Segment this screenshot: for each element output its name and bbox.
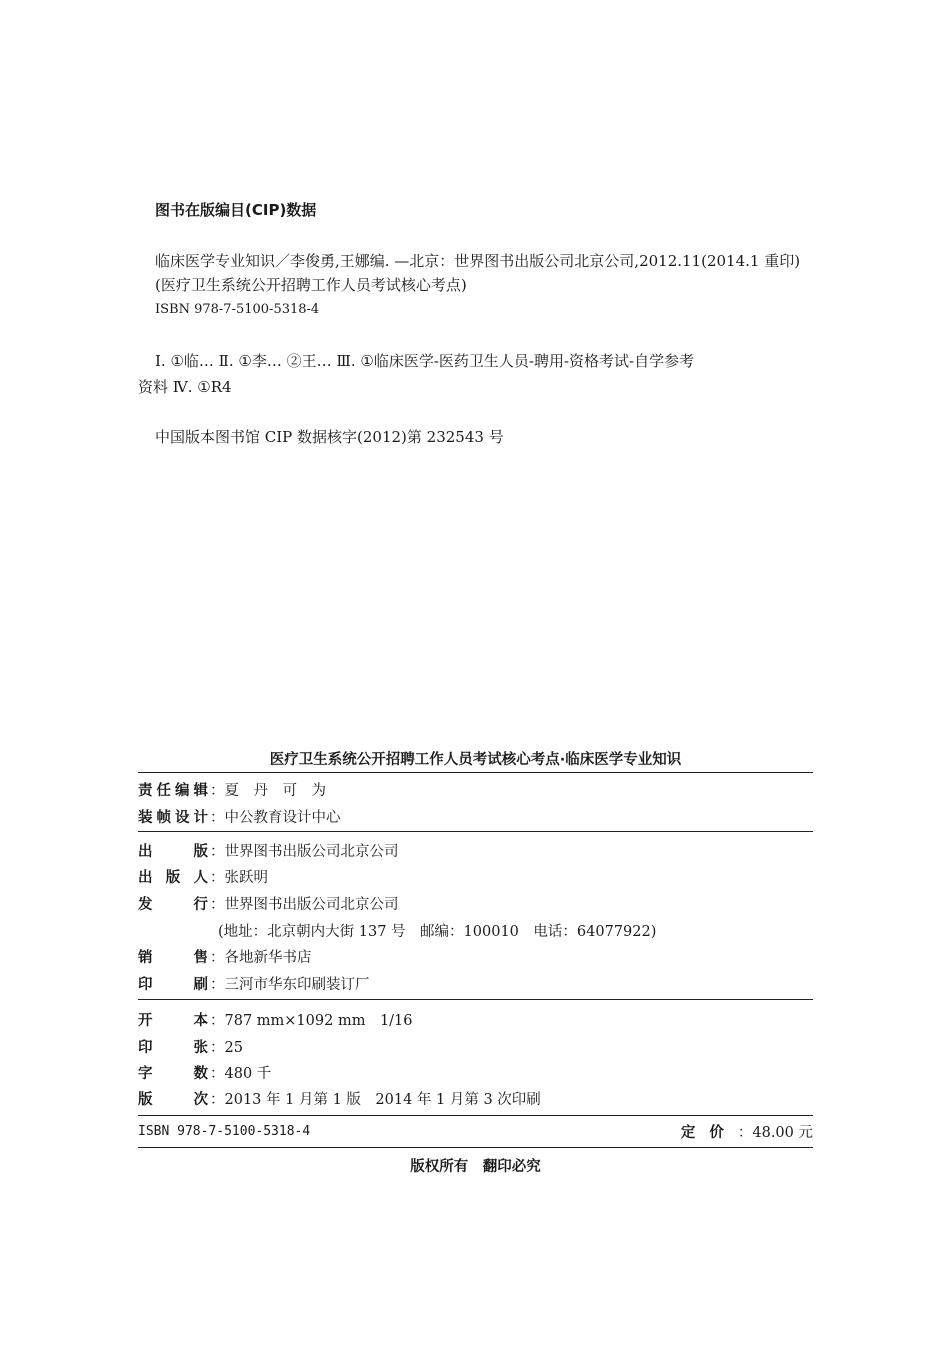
publish-label: 出 版 — [138, 844, 208, 860]
design-label: 装 帧 设 计 — [138, 810, 208, 826]
editor-value: ：夏 丹 可 为 — [210, 783, 326, 799]
publisher-label: 出 版 人 — [138, 870, 208, 886]
rights-notice: 版权所有 翻印必究 — [410, 1159, 541, 1175]
divider — [138, 1147, 813, 1148]
cip-heading: 图书在版编目(CIP)数据 — [155, 201, 317, 219]
print-value: ：三河市华东印刷装订厂 — [210, 977, 370, 993]
print-row — [138, 973, 813, 995]
format-row — [138, 1009, 813, 1031]
divider — [138, 1115, 813, 1116]
publisher-value: ：张跃明 — [210, 870, 268, 886]
colophon-title: 医疗卫生系统公开招聘工作人员考试核心考点·临床医学专业知识 — [269, 752, 682, 768]
edition-label: 版 次 — [138, 1092, 208, 1108]
cip-bibliographic-line: 临床医学专业知识／李俊勇,王娜编. —北京：世界图书出版公司北京公司,2012.11(2014.1 重印) — [155, 252, 801, 270]
colophon-isbn: ISBN 978-7-5100-5318-4 — [138, 1124, 311, 1139]
sheets-value: ：25 — [210, 1040, 243, 1056]
address-value: (地址：北京朝内大街 137 号 邮编：100010 电话：64077922) — [218, 924, 657, 940]
sales-row — [138, 946, 813, 968]
publisher-row — [138, 866, 813, 888]
editor-label: 责 任 编 辑 — [138, 783, 208, 799]
price-value: ：48.00 元 — [737, 1125, 813, 1141]
publish-row — [138, 840, 813, 862]
cip-subjects-line2: 资料 Ⅳ. ①R4 — [138, 378, 232, 396]
divider — [138, 772, 813, 773]
words-label: 字 数 — [138, 1066, 208, 1082]
divider — [138, 831, 813, 832]
cip-catalog-number: 中国版本图书馆 CIP 数据核字(2012)第 232543 号 — [155, 428, 504, 446]
format-value: ：787 mm×1092 mm 1/16 — [210, 1013, 413, 1029]
words-row — [138, 1062, 813, 1084]
distribute-row — [138, 893, 813, 915]
address-row — [138, 920, 813, 942]
format-label: 开 本 — [138, 1013, 208, 1029]
price-label: 定价 — [680, 1125, 738, 1141]
cip-series-line: (医疗卫生系统公开招聘工作人员考试核心考点) — [155, 276, 467, 294]
sheets-row — [138, 1036, 813, 1058]
print-label: 印 刷 — [138, 977, 208, 993]
sheets-label: 印 张 — [138, 1040, 208, 1056]
distribute-label: 发 行 — [138, 897, 208, 913]
edition-row — [138, 1088, 813, 1110]
edition-value: ：2013 年 1 月第 1 版 2014 年 1 月第 3 次印刷 — [210, 1092, 541, 1108]
publish-value: ：世界图书出版公司北京公司 — [210, 844, 399, 860]
cip-subjects-line1: Ⅰ. ①临… Ⅱ. ①李… ②王… Ⅲ. ①临床医学-医药卫生人员-聘用-资格考试-自学参考 — [155, 352, 695, 370]
words-value: ：480 千 — [210, 1066, 272, 1082]
sales-value: ：各地新华书店 — [210, 950, 312, 966]
sales-label: 销 售 — [138, 950, 208, 966]
divider — [138, 999, 813, 1000]
design-row — [138, 806, 813, 828]
price — [681, 1121, 813, 1142]
editor-row — [138, 779, 813, 801]
design-value: ：中公教育设计中心 — [210, 810, 341, 826]
distribute-value: ：世界图书出版公司北京公司 — [210, 897, 399, 913]
cip-isbn: ISBN 978-7-5100-5318-4 — [155, 302, 320, 317]
